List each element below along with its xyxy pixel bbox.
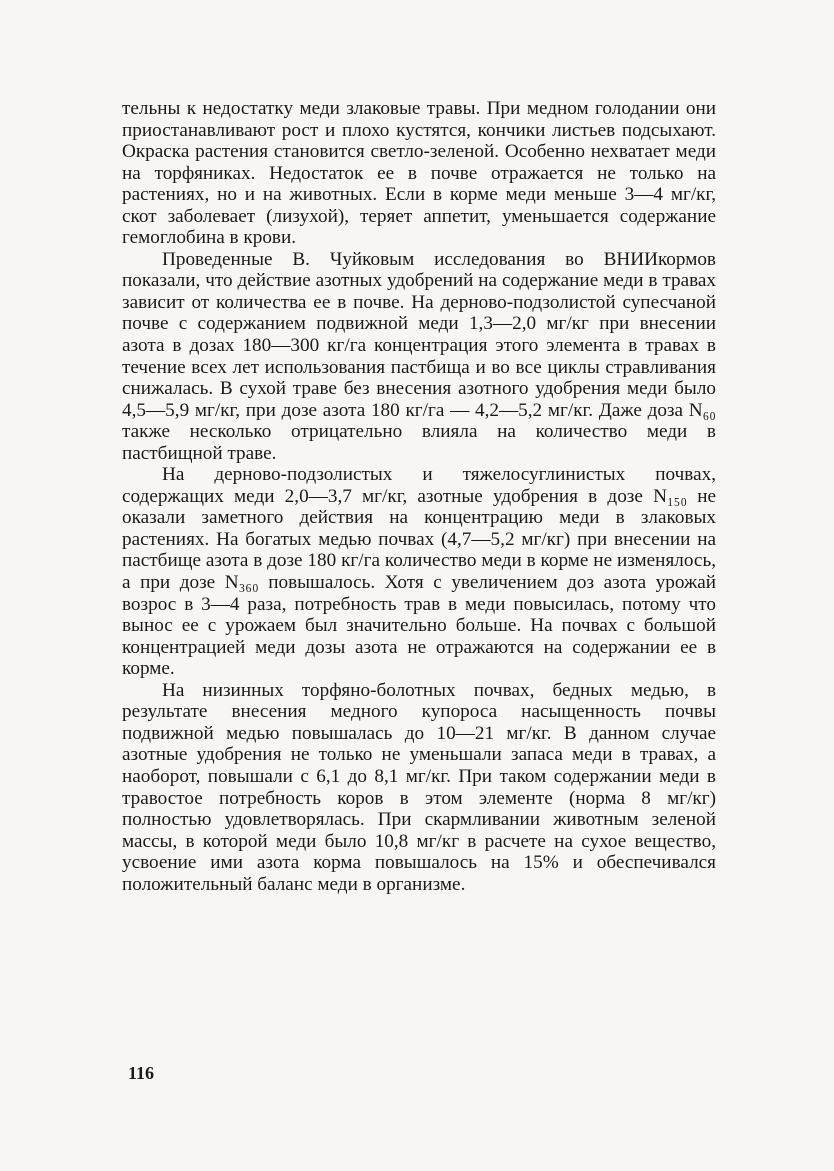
paragraph-1: тельны к недостатку меди злаковые травы. При медном голодании они приостанавливают рост и плохо кустятся, кончики листьев подсыхают. Окраска растения становится светло-зеленой. Особенно нехватает меди на торфяниках. Недостаток ее в почве отражается не только на растениях, но и на животных. Если в корме меди меньше 3—4 мг/кг, скот заболевает (лизухой), теряет аппетит, уменьшается содержание гемоглобина в крови.	[122, 98, 716, 249]
page-body	[122, 98, 716, 895]
paragraph-3: На дерново-подзолистых и тяжелосуглинистых почвах, содержащих меди 2,0—3,7 мг/кг, азотные удобрения в дозе N₁₅₀ не оказали заметного действия на концентрацию меди в злаковых растениях. На богатых медью почвах (4,7—5,2 мг/кг) при внесении на пастбище азота в дозе 180 кг/га количество меди в корме не изменялось, а при дозе N₃₆₀ повышалось. Хотя с увеличением доз азота урожай возрос в 3—4 раза, потребность трав в меди повысилась, потому что вынос ее с урожаем был значительно больше. На почвах с большой концентрацией меди дозы азота не отражаются на содержании ее в корме.	[122, 464, 716, 680]
paragraph-4: На низинных торфяно-болотных почвах, бедных медью, в результате внесения медного купороса насыщенность почвы подвижной медью повышалась до 10—21 мг/кг. В данном случае азотные удобрения не только не уменьшали запаса меди в травах, а наоборот, повышали с 6,1 до 8,1 мг/кг. При таком содержании меди в травостое потребность коров в этом элементе (норма 8 мг/кг) полностью удовлетворялась. При скармливании животным зеленой массы, в которой меди было 10,8 мг/кг в расчете на сухое вещество, усвоение ими азота корма повышалось на 15% и обеспечивался положительный баланс меди в организме.	[122, 679, 716, 895]
paragraph-2: Проведенные В. Чуйковым исследования во ВНИИкормов показали, что действие азотных удобрений на содержание меди в травах зависит от количества ее в почве. На дерново-подзолистой супесчаной почве с содержанием подвижной меди 1,3—2,0 мг/кг при внесении азота в дозах 180—300 кг/га концентрация этого элемента в травах в течение всех лет использования пастбища и во все циклы стравливания снижалась. В сухой траве без внесения азотного удобрения меди было 4,5—5,9 мг/кг, при дозе азота 180 кг/га — 4,2—5,2 мг/кг. Даже доза N₆₀ также несколько отрицательно влияла на количество меди в пастбищной траве.	[122, 248, 716, 464]
page-number: 116	[128, 1063, 155, 1083]
